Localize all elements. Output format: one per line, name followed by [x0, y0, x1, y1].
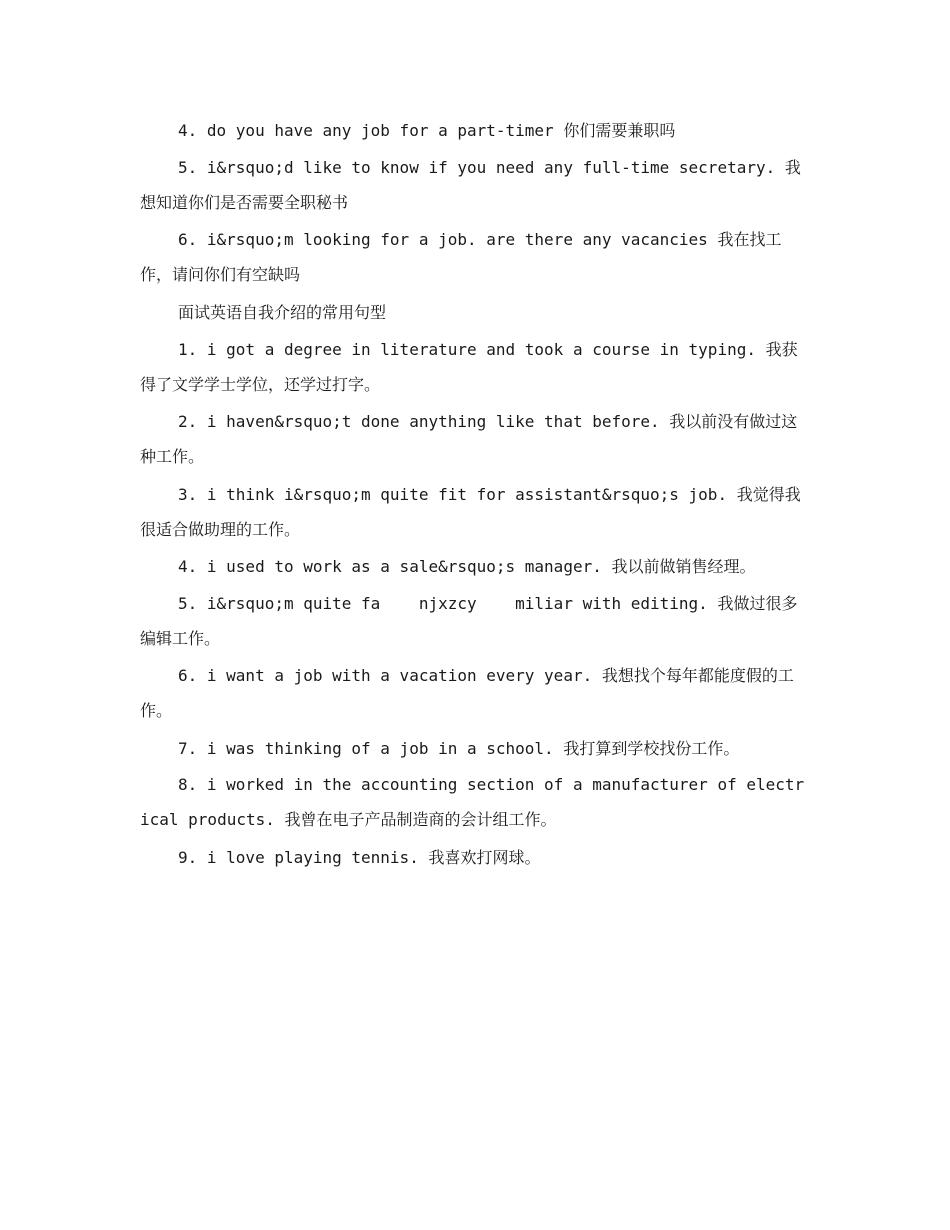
paragraph: 1. i got a degree in literature and took a course in typing. 我获得了文学学士学位，还学过打字。: [140, 340, 798, 394]
paragraph: 4. do you have any job for a part-timer 你们需要兼职吗: [178, 121, 676, 140]
paragraph: 9. i love playing tennis. 我喜欢打网球。: [178, 848, 541, 867]
section-heading: 面试英语自我介绍的常用句型: [178, 303, 387, 322]
paragraph: 8. i worked in the accounting section of a manufacturer of electrical products. 我曾在电子产品制造商的会计组工作。: [140, 775, 805, 829]
paragraph: 3. i think i&rsquo;m quite fit for assistant&rsquo;s job. 我觉得我很适合做助理的工作。: [140, 485, 801, 539]
paragraph: 2. i haven&rsquo;t done anything like that before. 我以前没有做过这种工作。: [140, 412, 798, 466]
paragraph: 4. i used to work as a sale&rsquo;s manager. 我以前做销售经理。: [178, 557, 756, 576]
paragraph: 5. i&rsquo;d like to know if you need any full-time secretary. 我想知道你们是否需要全职秘书: [140, 158, 801, 212]
paragraph: 5. i&rsquo;m quite fa njxzcy miliar with editing. 我做过很多编辑工作。: [140, 594, 798, 648]
paragraph: 7. i was thinking of a job in a school. 我打算到学校找份工作。: [178, 739, 740, 758]
paragraph: 6. i&rsquo;m looking for a job. are there any vacancies 我在找工作，请问你们有空缺吗: [140, 230, 782, 284]
paragraph: 6. i want a job with a vacation every year. 我想找个每年都能度假的工作。: [140, 666, 794, 720]
